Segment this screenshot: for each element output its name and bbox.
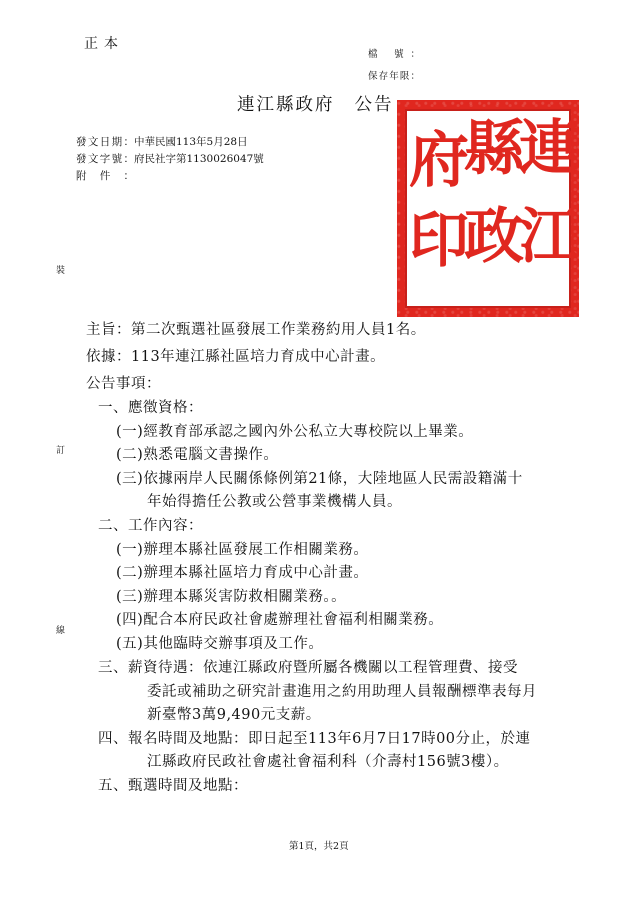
seal-char: 政	[464, 202, 524, 272]
binding-mark-middle: 訂	[56, 446, 66, 456]
file-meta	[368, 44, 420, 88]
list-item: (一)辦理本縣社區發展工作相關業務。	[116, 542, 369, 558]
list-item: (二)熟悉電腦文書操作。	[116, 447, 279, 463]
list-item: (三)依據兩岸人民關係條例第21條，大陸地區人民需設籍滿十	[116, 471, 523, 487]
binding-mark-top: 裝	[56, 266, 66, 276]
date-label: 發文日期：	[76, 136, 134, 148]
list-item: (五)其他臨時交辦事項及工作。	[116, 636, 324, 652]
doc-meta	[76, 134, 264, 185]
list-item: (二)辦理本縣社區培力育成中心計畫。	[116, 565, 369, 581]
ref-label: 發文字號：	[76, 153, 134, 165]
agency-name: 連江縣政府	[237, 95, 335, 115]
seal-char: 江	[519, 202, 579, 272]
section-heading: 五、甄選時間及地點：	[98, 778, 248, 794]
list-item: (一)經教育部承認之國內外公私立大專校院以上畢業。	[116, 424, 474, 440]
subject-line: 主旨：第二次甄選社區發展工作業務約用人員1名。	[86, 322, 426, 338]
notice-heading: 公告事項：	[86, 376, 161, 392]
official-seal	[397, 100, 579, 317]
retention-label: 保存年限：	[368, 71, 420, 82]
seal-char: 印	[409, 206, 469, 276]
basis-line: 依據：113年連江縣社區培力育成中心計畫。	[86, 349, 386, 365]
list-item: (三)辦理本縣災害防救相關業務。。	[116, 589, 347, 605]
doc-type: 公告	[354, 95, 394, 115]
date-value: 中華民國113年5月28日	[134, 136, 248, 148]
seal-inner	[405, 109, 579, 308]
list-item-continued: 年始得擔任公教或公營事業機構人員。	[147, 494, 402, 510]
copy-mark: 正本	[84, 36, 124, 52]
binding-mark-bottom: 線	[56, 626, 66, 636]
seal-char: 府	[409, 126, 469, 196]
list-item: (四)配合本府民政社會處辦理社會福利相關業務。	[116, 612, 444, 628]
page-number: 第1頁，共2頁	[289, 841, 349, 852]
section-heading: 一、應徵資格：	[98, 400, 203, 416]
seal-char: 連	[519, 114, 579, 184]
section-heading: 二、工作內容：	[98, 518, 203, 534]
seal-char: 縣	[464, 114, 524, 184]
attach-label: 附件：	[76, 170, 134, 182]
page-title	[237, 91, 394, 116]
section-continued: 新臺幣3萬9,490元支薪。	[147, 707, 321, 723]
file-no-label: 檔 號：	[368, 49, 420, 60]
section-continued: 江縣政府民政社會處社會福利科（介壽村156號3樓）。	[147, 754, 509, 770]
section-heading: 四、報名時間及地點：即日起至113年6月7日17時00分止，於連	[98, 731, 531, 747]
section-continued: 委託或補助之研究計畫進用之約用助理人員報酬標準表每月	[147, 684, 537, 700]
ref-value: 府民社字第1130026047號	[134, 153, 264, 165]
section-heading: 三、薪資待遇：依連江縣政府暨所屬各機關以工程管理費、接受	[98, 660, 518, 676]
